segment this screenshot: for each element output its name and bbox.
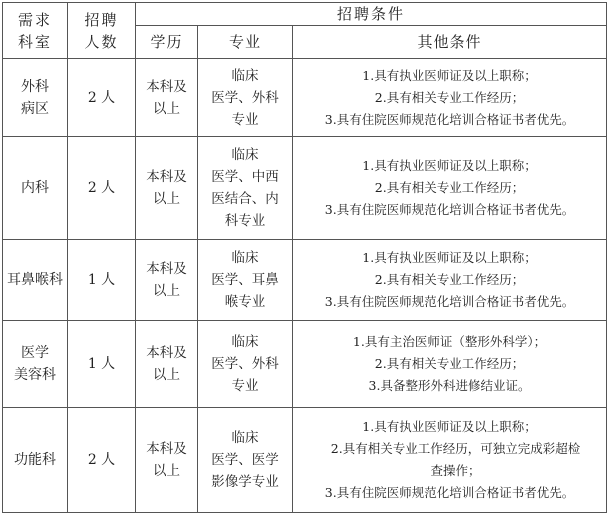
major-cell: 临床 医学、耳鼻 喉专业 [198,240,293,321]
other-conditions-cell: 1.具有执业医师证及以上职称； 2.具有相关专业工作经历，可独立完成彩超检 查操作； 3.具有住院医师规范化培训合格证书者优先。 [293,408,607,513]
education-cell: 本科及 以上 [136,240,198,321]
count-cell: 1 人 [68,321,136,408]
recruitment-table-wrapper [2,2,606,514]
header-dept: 需求 科室 [3,3,68,59]
education-cell: 本科及 以上 [136,408,198,513]
header-major: 专业 [198,26,293,59]
dept-cell: 外科 病区 [3,59,68,137]
header-conditions: 招聘条件 [136,3,607,26]
dept-cell: 耳鼻喉科 [3,240,68,321]
other-conditions-cell: 1.具有执业医师证及以上职称； 2.具有相关专业工作经历； 3.具有住院医师规范化培训合格证书者优先。 [293,59,607,137]
header-other: 其他条件 [293,26,607,59]
table-row [3,137,607,240]
education-cell: 本科及 以上 [136,59,198,137]
dept-cell: 医学 美容科 [3,321,68,408]
header-education: 学历 [136,26,198,59]
major-cell: 临床 医学、中西 医结合、内 科专业 [198,137,293,240]
education-cell: 本科及 以上 [136,137,198,240]
count-cell: 1 人 [68,240,136,321]
table-row [3,240,607,321]
education-cell: 本科及 以上 [136,321,198,408]
count-cell: 2 人 [68,408,136,513]
major-cell: 临床 医学、外科 专业 [198,321,293,408]
table-row [3,321,607,408]
other-conditions-cell: 1.具有主治医师证（整形外科学）； 2.具有相关专业工作经历； 3.具备整形外科进修结业证。 [293,321,607,408]
table-row [3,408,607,513]
major-cell: 临床 医学、医学 影像学专业 [198,408,293,513]
other-conditions-cell: 1.具有执业医师证及以上职称； 2.具有相关专业工作经历； 3.具有住院医师规范化培训合格证书者优先。 [293,240,607,321]
header-row-1 [3,3,607,26]
dept-cell: 功能科 [3,408,68,513]
count-cell: 2 人 [68,59,136,137]
major-cell: 临床 医学、外科 专业 [198,59,293,137]
recruitment-table [2,2,607,513]
table-row [3,59,607,137]
dept-cell: 内科 [3,137,68,240]
other-conditions-cell: 1.具有执业医师证及以上职称； 2.具有相关专业工作经历； 3.具有住院医师规范化培训合格证书者优先。 [293,137,607,240]
header-count: 招聘 人数 [68,3,136,59]
count-cell: 2 人 [68,137,136,240]
